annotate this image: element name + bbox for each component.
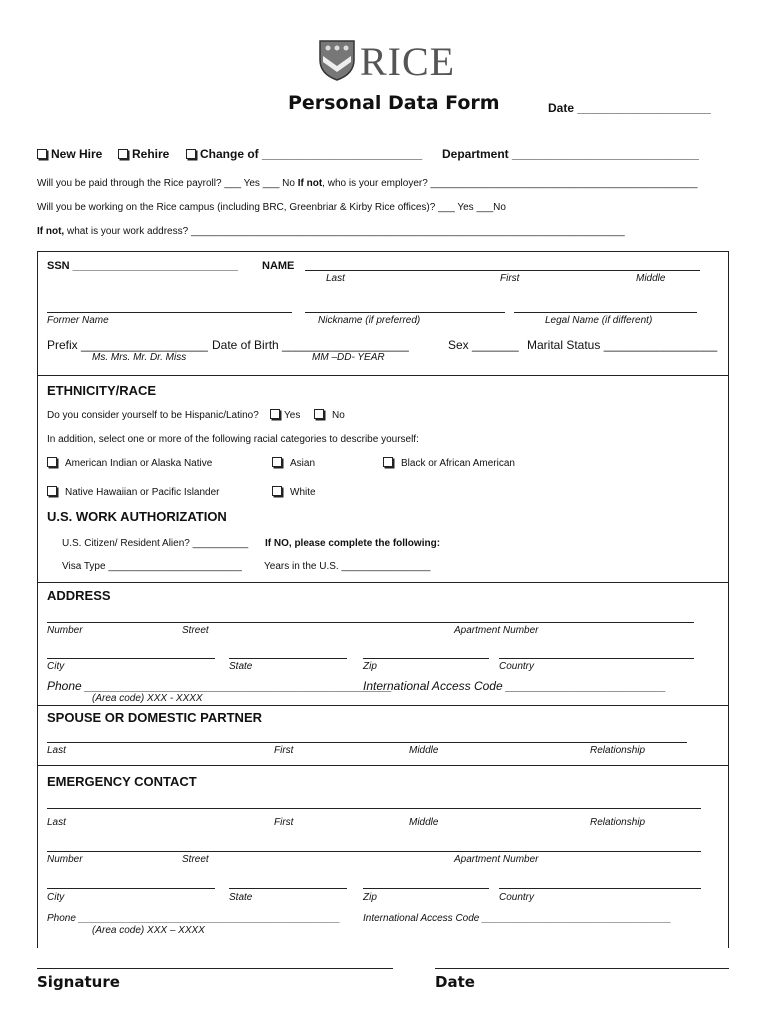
address-zip-line[interactable] <box>363 658 489 659</box>
first-label: First <box>500 273 520 284</box>
citizen-field[interactable]: U.S. Citizen/ Resident Alien? __________ <box>62 538 249 549</box>
signature-label: Signature <box>37 973 120 991</box>
marital-status-field[interactable]: Marital Status _________________ <box>527 338 718 352</box>
spouse-name-line[interactable] <box>47 742 687 743</box>
header-date-field[interactable]: Date ____________________ <box>548 101 711 115</box>
campus-question[interactable]: Will you be working on the Rice campus (including BRC, Greenbriar & Kirby Rice offices)? ___ Yes ___No <box>37 202 506 213</box>
box-left-border <box>37 251 38 948</box>
checkbox-icon <box>272 486 282 496</box>
spouse-heading: SPOUSE OR DOMESTIC PARTNER <box>47 710 263 725</box>
address-country-label: Country <box>499 661 535 672</box>
emergency-last-label: Last <box>47 817 66 828</box>
ssn-field[interactable]: SSN ___________________________ <box>47 260 238 272</box>
hispanic-no-option[interactable]: No <box>314 408 345 421</box>
work-address-question[interactable]: If not, what is your work address? ______________________________________________________________________________ <box>37 226 625 237</box>
spouse-relationship-label: Relationship <box>590 745 646 756</box>
emergency-phone-format: (Area code) XXX – XXXX <box>92 925 205 936</box>
emergency-heading: EMERGENCY CONTACT <box>47 774 197 789</box>
race-american-indian-option[interactable]: American Indian or Alaska Native <box>47 456 212 469</box>
rice-logo-text: RICE <box>360 39 456 84</box>
sex-field[interactable]: Sex _______ <box>448 338 519 352</box>
address-country-line[interactable] <box>499 658 694 659</box>
hispanic-yes-option[interactable]: Yes <box>270 408 300 421</box>
emergency-name-line[interactable] <box>47 808 701 809</box>
hispanic-question: Do you consider yourself to be Hispanic/Latino? <box>47 410 259 421</box>
dob-format: MM –DD- YEAR <box>312 352 385 363</box>
emergency-city-line[interactable] <box>47 888 215 889</box>
emergency-zip-line[interactable] <box>363 888 489 889</box>
checkbox-icon <box>186 149 196 159</box>
box-top-border <box>37 251 729 252</box>
dob-field[interactable]: Date of Birth ___________________ <box>212 338 409 352</box>
address-city-line[interactable] <box>47 658 215 659</box>
emergency-street-line[interactable] <box>47 851 701 852</box>
address-number-label: Number <box>47 625 83 636</box>
emergency-country-line[interactable] <box>499 888 701 889</box>
emergency-intl-code-field[interactable]: International Access Code __________________________________ <box>363 913 672 924</box>
divider <box>37 765 729 766</box>
checkbox-icon <box>272 457 282 467</box>
emergency-phone-field[interactable]: Phone _______________________________________________ <box>47 913 341 924</box>
new-hire-option[interactable]: New Hire <box>37 147 102 161</box>
emergency-apartment-label: Apartment Number <box>454 854 539 865</box>
emergency-zip-label: Zip <box>363 892 377 903</box>
legal-name-label: Legal Name (if different) <box>545 315 653 326</box>
address-state-label: State <box>229 661 253 672</box>
department-field[interactable]: Department ____________________________ <box>442 147 699 161</box>
name-line[interactable] <box>305 270 700 271</box>
rice-shield-icon <box>318 38 356 82</box>
checkbox-icon <box>47 486 57 496</box>
middle-label: Middle <box>636 273 666 284</box>
address-city-label: City <box>47 661 65 672</box>
race-asian-option[interactable]: Asian <box>272 456 315 469</box>
prefix-field[interactable]: Prefix ___________________ <box>47 338 208 352</box>
address-zip-label: Zip <box>363 661 377 672</box>
address-intl-code-field[interactable]: International Access Code ________________________ <box>363 679 667 693</box>
last-label: Last <box>326 273 345 284</box>
divider <box>37 705 729 706</box>
years-in-us-field[interactable]: Years in the U.S. ________________ <box>264 561 431 572</box>
former-name-label: Former Name <box>47 315 109 326</box>
race-black-option[interactable]: Black or African American <box>383 456 515 469</box>
prefix-options: Ms. Mrs. Mr. Dr. Miss <box>92 352 187 363</box>
race-white-option[interactable]: White <box>272 485 316 498</box>
nickname-line[interactable] <box>305 312 505 313</box>
emergency-state-line[interactable] <box>229 888 347 889</box>
emergency-city-label: City <box>47 892 65 903</box>
signature-date-line[interactable] <box>435 968 729 969</box>
spouse-last-label: Last <box>47 745 66 756</box>
legal-name-line[interactable] <box>514 312 697 313</box>
address-heading: ADDRESS <box>47 588 111 603</box>
checkbox-icon <box>383 457 393 467</box>
checkbox-icon <box>314 409 324 419</box>
spouse-middle-label: Middle <box>409 745 439 756</box>
name-label: NAME <box>262 260 295 272</box>
address-state-line[interactable] <box>229 658 347 659</box>
former-name-line[interactable] <box>47 312 292 313</box>
payroll-question[interactable]: Will you be paid through the Rice payroll? ___ Yes ___ No If not, who is your employer? ________________________________________________ <box>37 178 698 189</box>
emergency-relationship-label: Relationship <box>590 817 646 828</box>
divider <box>37 375 729 376</box>
change-of-option[interactable]: Change of ________________________ <box>186 147 422 161</box>
checkbox-icon <box>118 149 128 159</box>
race-pacific-islander-option[interactable]: Native Hawaiian or Pacific Islander <box>47 485 220 498</box>
address-street-label: Street <box>182 625 209 636</box>
emergency-middle-label: Middle <box>409 817 439 828</box>
checkbox-icon <box>47 457 57 467</box>
divider <box>37 582 729 583</box>
work-auth-heading: U.S. WORK AUTHORIZATION <box>47 509 227 524</box>
ethnicity-heading: ETHNICITY/RACE <box>47 383 157 398</box>
emergency-first-label: First <box>274 817 294 828</box>
signature-date-label: Date <box>435 973 475 991</box>
emergency-country-label: Country <box>499 892 535 903</box>
checkbox-icon <box>270 409 280 419</box>
rehire-option[interactable]: Rehire <box>118 147 169 161</box>
spouse-first-label: First <box>274 745 294 756</box>
emergency-street-label: Street <box>182 854 209 865</box>
signature-line[interactable] <box>37 968 393 969</box>
emergency-state-label: State <box>229 892 253 903</box>
nickname-label: Nickname (if preferred) <box>318 315 421 326</box>
if-no-instruction: If NO, please complete the following: <box>265 538 441 549</box>
racial-question: In addition, select one or more of the following racial categories to describe yourself: <box>47 434 419 445</box>
visa-type-field[interactable]: Visa Type ________________________ <box>62 561 242 572</box>
box-right-border <box>728 251 729 948</box>
checkbox-icon <box>37 149 47 159</box>
form-title: Personal Data Form <box>288 92 500 114</box>
address-phone-format: (Area code) XXX - XXXX <box>92 693 203 704</box>
address-phone-field[interactable]: Phone ______________________________________________ <box>47 679 393 693</box>
address-street-line[interactable] <box>47 622 694 623</box>
emergency-number-label: Number <box>47 854 83 865</box>
address-apartment-label: Apartment Number <box>454 625 539 636</box>
